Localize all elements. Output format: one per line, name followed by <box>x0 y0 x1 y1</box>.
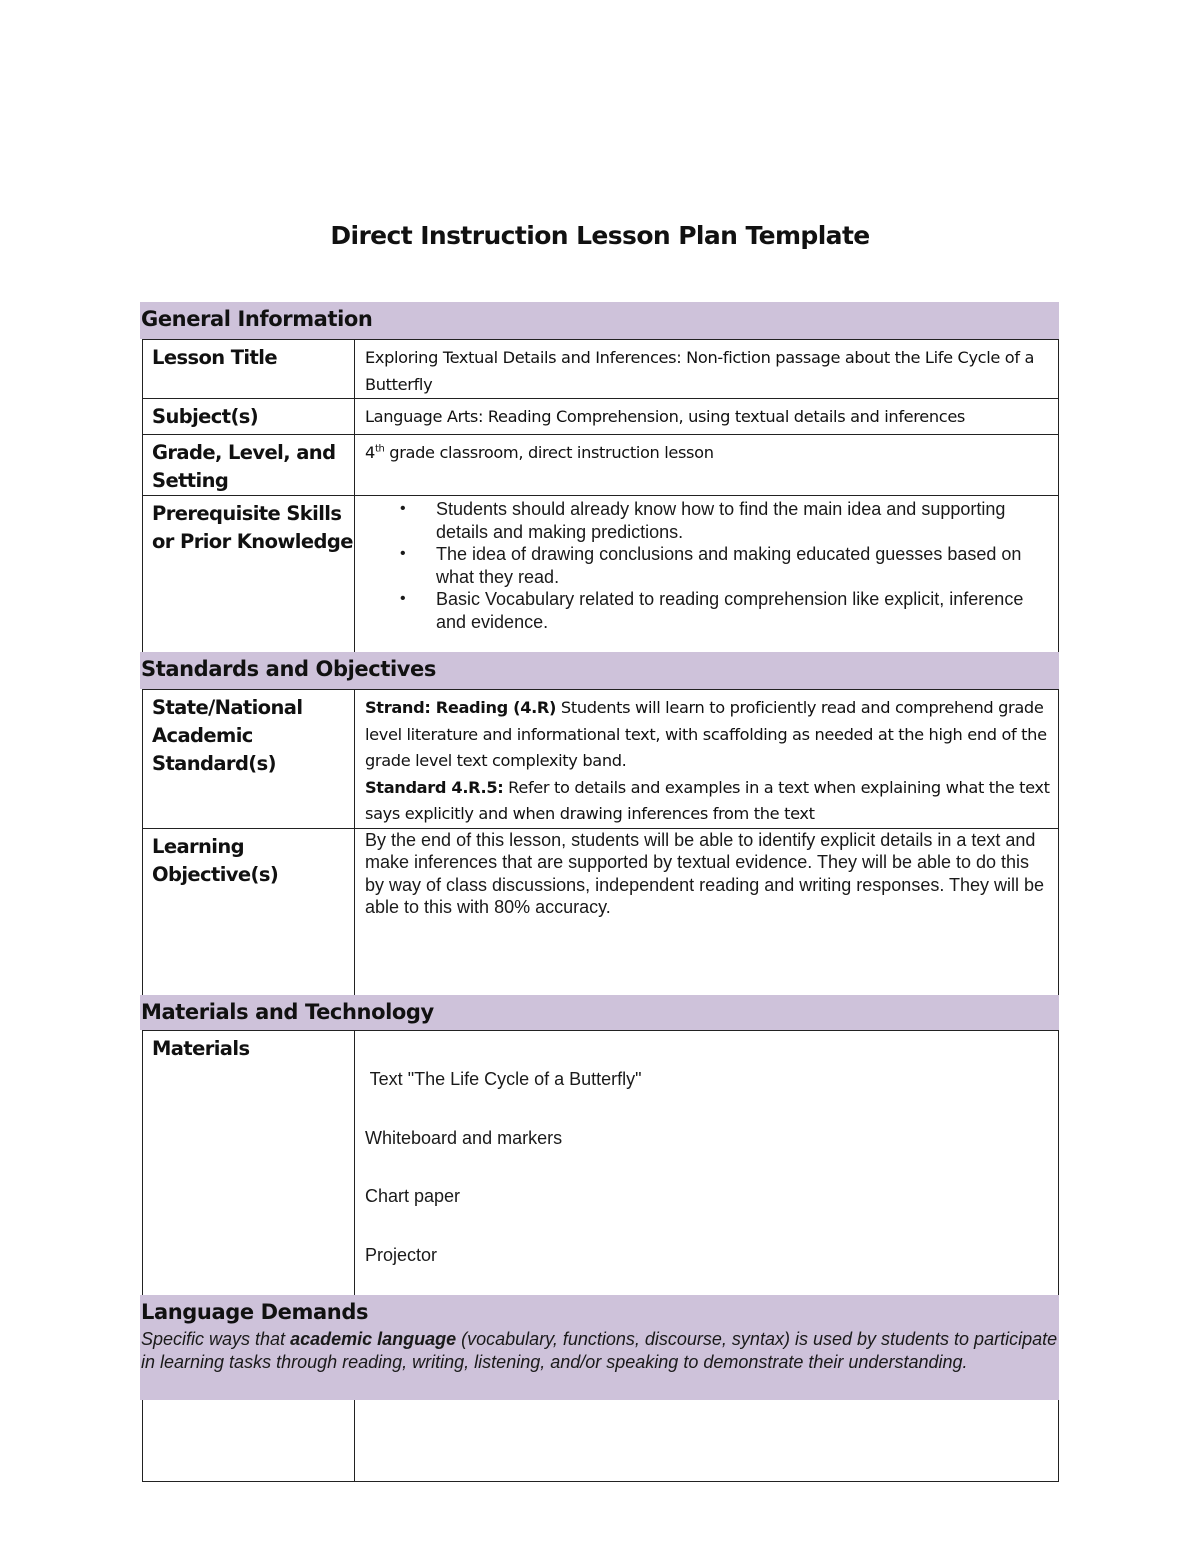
subjects-label: Subject(s) <box>143 399 355 435</box>
section-header-language-demands: Language Demands <box>141 1300 369 1324</box>
lesson-title-label: Lesson Title <box>143 340 355 399</box>
list-item <box>400 498 1058 543</box>
document-title: Direct Instruction Lesson Plan Template <box>330 221 870 250</box>
materials-technology-table <box>142 1030 1059 1482</box>
row-academic-standards <box>143 690 1059 829</box>
prerequisite-skills-label: Prerequisite Skills or Prior Knowledge <box>143 496 355 659</box>
bullet-icon: • <box>400 545 406 562</box>
list-item <box>400 588 1058 633</box>
list-item-text: Students should already know how to find the main idea and supporting details and making predictions. <box>436 499 1006 542</box>
grade-level-setting-label: Grade, Level, and Setting <box>143 435 355 496</box>
lesson-title-value: Exploring Textual Details and Inferences: Non-fiction passage about the Life Cycle of a Butterfly <box>355 340 1059 399</box>
standard-label: Standard 4.R.5: <box>365 777 504 797</box>
academic-standards-value <box>355 690 1059 829</box>
academic-standards-label: State/National Academic Standard(s) <box>143 690 355 829</box>
subjects-value: Language Arts: Reading Comprehension, using textual details and inferences <box>355 399 1059 435</box>
grade-number: 4 <box>365 443 375 462</box>
row-grade-level-setting <box>143 435 1059 496</box>
row-learning-objectives <box>143 828 1059 996</box>
language-demands-description <box>141 1328 1059 1373</box>
prerequisite-skills-value <box>355 496 1059 659</box>
row-lesson-title <box>143 340 1059 399</box>
description-text: Specific ways that <box>141 1329 291 1349</box>
section-header-materials-technology: Materials and Technology <box>140 995 1059 1030</box>
standard-text: Refer to details and examples in a text when explaining what the text says explicitly and when drawing inferences from the text <box>365 777 1050 823</box>
materials-label: Materials <box>143 1031 355 1362</box>
prerequisite-skills-list <box>365 498 1058 633</box>
list-item: Text "The Life Cycle of a Butterfly" <box>365 1069 642 1089</box>
strand-text: Students will learn to proficiently read and comprehend grade level literature and informational text, with scaffolding as needed at the high end of the grade level text complexity band. <box>365 698 1047 770</box>
description-text: (vocabulary, functions, discourse, syntax) is used by students to participate in learning tasks through reading, writing, listening, and/or speaking to demonstrate their understanding. <box>141 1329 1058 1372</box>
learning-objectives-value: By the end of this lesson, students will be able to identify explicit details in a text and make inferences that are supported by textual evidence. They will be able to do this by way of class discussions, independent reading and writing responses. They will be able to this with 80% accuracy. <box>355 828 1059 996</box>
list-item: Projector <box>365 1244 438 1265</box>
list-item <box>400 543 1058 588</box>
list-item-text: The idea of drawing conclusions and making educated guesses based on what they read. <box>436 544 1022 587</box>
list-item-text: Basic Vocabulary related to reading comprehension like explicit, inference and evidence. <box>436 589 1024 632</box>
section-header-standards-objectives: Standards and Objectives <box>140 652 1059 689</box>
row-subjects <box>143 399 1059 435</box>
bullet-icon: • <box>400 590 406 607</box>
grade-ordinal-suffix: th <box>374 443 385 455</box>
bullet-icon: • <box>400 500 406 517</box>
list-item: Whiteboard and markers <box>365 1127 563 1148</box>
row-prerequisite-skills <box>143 496 1059 659</box>
section-header-general-information: General Information <box>140 302 1059 339</box>
grade-description: grade classroom, direct instruction lesson <box>384 443 714 462</box>
grade-level-setting-value <box>355 435 1059 496</box>
section-language-demands <box>140 1295 1059 1400</box>
standards-objectives-table <box>142 689 1059 997</box>
learning-objectives-label: Learning Objective(s) <box>143 828 355 996</box>
strand-label: Strand: Reading (4.R) <box>365 698 557 717</box>
list-item: Chart paper <box>365 1186 461 1206</box>
general-information-table <box>142 339 1059 659</box>
academic-language-term: academic language <box>290 1329 457 1349</box>
